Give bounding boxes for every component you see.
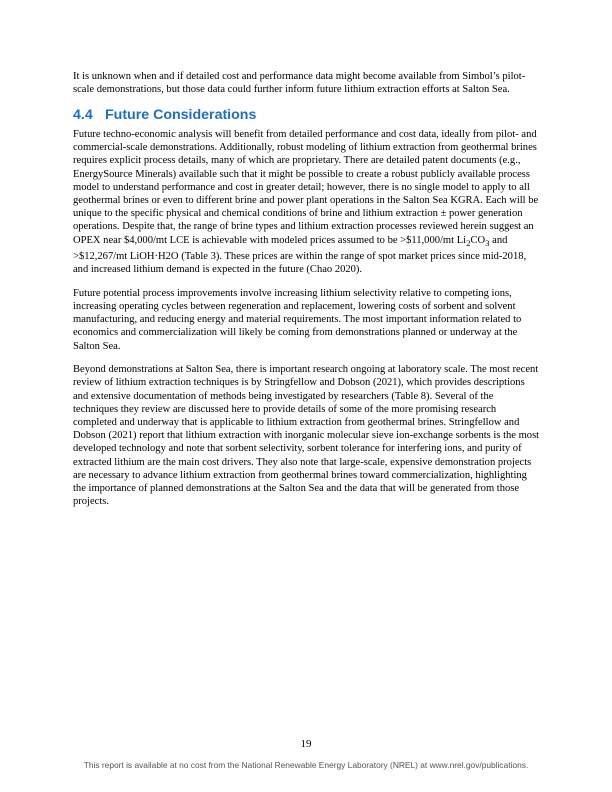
page-number: 19 [300, 738, 312, 750]
section-heading [73, 107, 541, 124]
paragraph-process-improvements: Future potential process improvements involve increasing lithium selectivity relative to competing ions, increasing operating cycles between regeneration and replacement, lowering costs of sorbent and solvent manufacturing, and reducing energy and material requirements. The most important information related to economics and commercialization will likely be coming from demonstrations planned or underway at the Salton Sea. [73, 287, 522, 352]
page-body [73, 70, 541, 519]
paragraph-future-tea [73, 128, 541, 276]
section-number: 4.4 [73, 106, 93, 123]
subscript: 3 [485, 237, 490, 248]
subscript: 2 [466, 237, 471, 248]
footer-notice: This report is available at no cost from the National Renewable Energy Laboratory (NREL) at www.nrel.gov/publications. [83, 760, 529, 770]
intro-paragraph: It is unknown when and if detailed cost and performance data might become available from Simbol’s pilot-scale demonstrations, but those data could further inform future lithium extraction efforts at Salton Sea. [73, 71, 526, 96]
section-title: Future Considerations [105, 106, 257, 123]
paragraph-text: CO [470, 234, 486, 246]
paragraph-text: and >$12,267/mt LiOH·H2O (Table 3). These prices are within the range of spot market prices since mid-2018, and increased lithium demand is expected in the future (Chao 2020). [73, 234, 527, 276]
paragraph-text: Future techno-economic analysis will benefit from detailed performance and cost data, ideally from pilot- and commercial-scale demonstrations. Additionally, robust modeling of lithium extraction from geothermal brines requires explicit process details, many of which are proprietary. There are detailed patent documents (e.g., EnergySource Minerals) available such that it might be possible to create a robust publicly available process model to understand performance and cost in greater detail; however, there is no single model to apply to all geothermal brines or even to different brine and power plant operations in the Salton Sea KGRA. Each will be unique to the specific physical and chemical conditions of brine and lithium extraction ± power generation operations. Despite that, the range of brine types and lithium extraction processes reviewed herein suggest an OPEX near $4,000/mt LCE is achievable with modeled prices assumed to be >$11,000/mt Li [73, 128, 539, 246]
paragraph-laboratory-research: Beyond demonstrations at Salton Sea, there is important research ongoing at laboratory scale. The most recent review of lithium extraction techniques is by Stringfellow and Dobson (2021), which provides descriptions and extensive documentation of methods being investigated by researchers (Table 8). Several of the techniques they review are discussed here to provide details of some of the more promising research completed and underway that is applicable to lithium extraction from geothermal brines. Stringfellow and Dobson (2021) report that lithium extraction with inorganic molecular sieve ion-exchange sorbents is the most developed technology and note that sorbent selectivity, sorbent tolerance for interfering ions, and purity of extracted lithium are the main cost drivers. They also note that large-scale, expensive demonstration projects are necessary to advance lithium extraction from geothermal brines toward commercialization, highlighting the importance of planned demonstrations at the Salton Sea and the data that will be generated from those projects. [73, 364, 540, 508]
